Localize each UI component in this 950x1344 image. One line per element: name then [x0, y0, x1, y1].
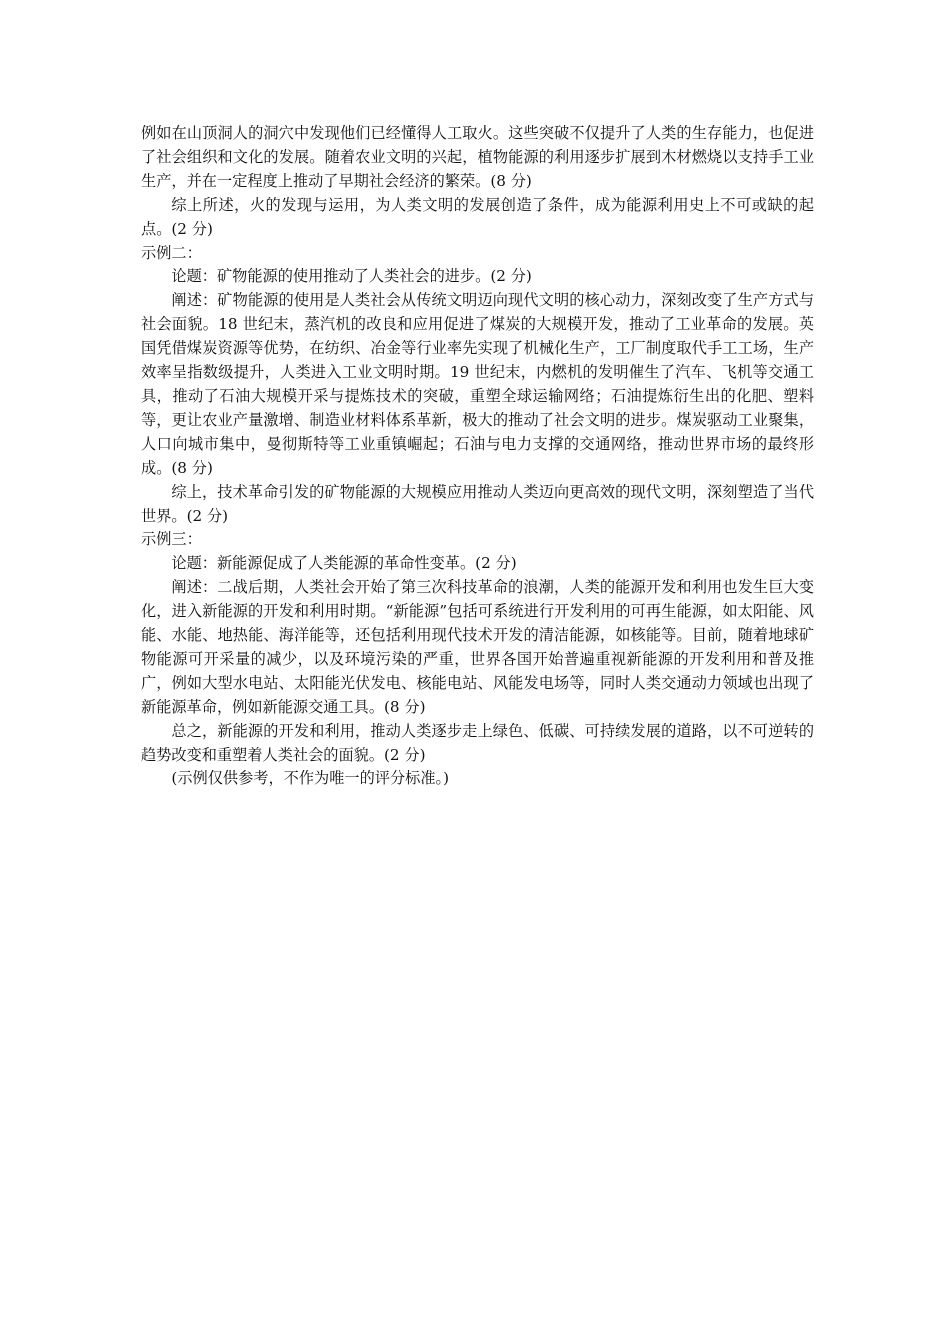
paragraph-example-two-elaboration: 阐述：矿物能源的使用是人类社会从传统文明迈向现代文明的核心动力，深刻改变了生产方式与社会面貌。18 世纪末，蒸汽机的改良和应用促进了煤炭的大规模开发，推动了工业革命的发展。英国凭借煤炭资源等优势，在纺织、冶金等行业率先实现了机械化生产，工厂制度取代手工工场，生产效率呈指数级提升，人类进入工业文明时期。19 世纪末，内燃机的发明催生了汽车、飞机等交通工具，推动了石油大规模开采与提炼技术的突破，重塑全球运输网络；石油提炼衍生出的化肥、塑料等，更让农业产量激增、制造业材料体系革新，极大的推动了社会文明的进步。煤炭驱动工业聚集，人口向城市集中，曼彻斯特等工业重镇崛起；石油与电力支撑的交通网络，推动世界市场的最终形成。(8 分) — [141, 291, 814, 477]
paragraph-example-two-conclusion: 综上，技术革命引发的矿物能源的大规模应用推动人类迈向更高效的现代文明，深刻塑造了当代世界。(2 分) — [141, 482, 814, 525]
paragraph-example-one-conclusion: 综上所述，火的发现与运用，为人类文明的发展创造了条件，成为能源利用史上不可或缺的起点。(2 分) — [141, 195, 814, 238]
paragraph-example-two-thesis: 论题：矿物能源的使用推动了人类社会的进步。(2 分) — [171, 267, 532, 286]
heading-example-two: 示例二： — [141, 243, 202, 262]
paragraph-example-three-thesis: 论题：新能源促成了人类能源的革命性变革。(2 分) — [171, 554, 517, 573]
paragraph-example-three-elaboration: 阐述：二战后期，人类社会开始了第三次科技革命的浪潮，人类的能源开发和利用也发生巨大变化，进入新能源的开发和利用时期。“新能源”包括可系统进行开发利用的可再生能源，如太阳能、风能、水能、地热能、海洋能等，还包括利用现代技术开发的清洁能源，如核能等。目前，随着地球矿物能源可开采量的减少，以及环境污染的严重，世界各国开始普遍重视新能源的开发利用和普及推广，例如大型水电站、太阳能光伏发电、核能电站、风能发电场等，同时人类交通动力领域也出现了新能源革命，例如新能源交通工具。(8 分) — [141, 578, 814, 716]
paragraph-example-one-continuation: 例如在山顶洞人的洞穴中发现他们已经懂得人工取火。这些突破不仅提升了人类的生存能力，也促进了社会组织和文化的发展。随着农业文明的兴起，植物能源的利用逐步扩展到木材燃烧以支持手工业生产，并在一定程度上推动了早期社会经济的繁荣。(8 分) — [141, 124, 814, 190]
paragraph-example-three-conclusion: 总之，新能源的开发和利用，推动人类逐步走上绿色、低碳、可持续发展的道路，以不可逆转的趋势改变和重塑着人类社会的面貌。(2 分) — [141, 721, 814, 764]
heading-example-three: 示例三： — [141, 530, 202, 549]
document-page — [141, 122, 814, 791]
paragraph-reference-note: (示例仅供参考，不作为唯一的评分标准。) — [171, 769, 450, 788]
